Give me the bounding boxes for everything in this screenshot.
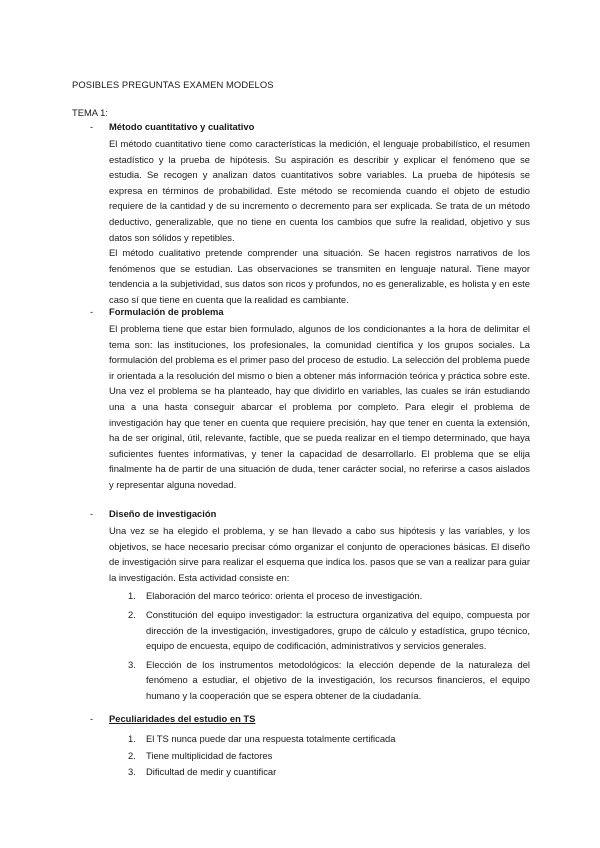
paragraph: El problema tiene que estar bien formulado, algunos de los condicionantes a la hora de delimitar el tema son: las instituciones, los profesionales, la comunidad científica y los grupos sociales. La formulación del problema es el primer paso del proceso de estudio. La selección del problema puede ir orientada a la resolución del mismo o bien a obtener más información teórica y práctica sobre este. Una vez el problema se ha planteado, hay que dividirlo en variables, las cuales se irán estudiando una a una hasta conseguir abarcar el problema por completo. Para elegir el problema de investigación hay que tener en cuenta que requiere precisión, hay que tener en cuenta la extensión, ha de ser original, útil, relevante, factible, que se pueda realizar en el tiempo determinado, que haya suficientes fuentes informativas, y tener la capacidad de desarrollarlo. El problema que se elija finalmente ha de partir de una situación de duda, tener carácter social, no referirse a casos aislados y representar alguna novedad. (109, 323, 530, 490)
list-item (90, 764, 530, 780)
list-number: 2. (128, 749, 136, 761)
list-item (90, 748, 530, 764)
section-formulacion (90, 306, 530, 493)
list-item (90, 657, 530, 704)
list-number: 3. (128, 766, 136, 778)
list-item-text: Constitución del equipo investigador: la estructura organizativa del equipo, compuesta por dirección de la investigación, investigadores, grupo de cálculo y estadística, grupo técnico, equipo de encuesta, equipo de codificación, administrativos y servicios generales. (146, 608, 530, 652)
bullet-dash: - (90, 306, 94, 317)
section-heading (90, 121, 530, 136)
list-item-text: Elaboración del marco teórico: orienta el proceso de investigación. (146, 590, 423, 602)
section-peculiaridades (90, 713, 530, 781)
bullet-dash: - (90, 508, 94, 519)
section-title: Peculiaridades del estudio en TS (109, 713, 256, 724)
ordered-list (90, 731, 530, 780)
section-metodo (90, 121, 530, 308)
section-diseno (90, 508, 530, 707)
paragraph: El método cuantitativo tiene como características la medición, el lenguaje probabilístico, el resumen estadístico y la prueba de hipótesis. Su aspiración es describir y explicar el fenómeno que se estudia. Se recogen y analizan datos cuantitativos sobre variables. La prueba de hipótesis se expresa en términos de probabilidad. Este método se recomienda cuando el objeto de estudio requiere de la cantidad y de su incremento o decremento para ser explicada. Se trata de un método deductivo, generalizable, que no tiene en cuenta los cambios que sufre la realidad, objetivo y sus datos son sólidos y repetibles. (109, 138, 530, 243)
list-number: 1. (128, 733, 136, 744)
section-heading (90, 508, 530, 523)
list-item-text: Tiene multiplicidad de factores (146, 749, 273, 761)
list-item-text: Elección de los instrumentos metodológicos: la elección depende de la naturaleza del fenómeno a estudiar, el objetivo de la investigación, los recursos financieros, el equipo humano y la cooperación que se espera obtener de la ciudadanía. (146, 658, 530, 701)
paragraph: El método cualitativo pretende comprender una situación. Se hacen registros narrativos de los fenómenos que se estudian. Las observaciones se transmiten en lenguaje natural. Tiene mayor tendencia a la subjetividad, sus datos son ricos y profundos, no es generalizable, es holista y en este caso sí que tiene en cuenta que la realidad es cambiante. (109, 247, 530, 305)
list-item (90, 607, 530, 654)
list-item-text: El TS nunca puede dar una respuesta totalmente certificada (146, 733, 396, 744)
paragraph: Una vez se ha elegido el problema, y se han llevado a cabo sus hipótesis y las variables, y los objetivos, se hace necesario precisar cómo organizar el conjunto de operaciones básicas. El diseño de investigación sirve para realizar el esquema que indica los. pasos que se van a realizar para guiar la investigación. Esta actividad consiste en: (109, 525, 530, 583)
list-number: 1. (128, 590, 136, 602)
section-title: Formulación de problema (109, 306, 224, 317)
bullet-dash: - (90, 121, 94, 132)
ordered-list (90, 588, 530, 703)
list-item (90, 731, 530, 747)
list-item-text: Dificultad de medir y cuantificar (146, 766, 277, 778)
section-title: Método cuantitativo y cualitativo (109, 121, 255, 132)
tema-heading: TEMA 1: (72, 107, 108, 118)
list-number: 3. (128, 658, 136, 670)
list-number: 2. (128, 608, 136, 620)
bullet-dash: - (90, 713, 94, 724)
document-title: POSIBLES PREGUNTAS EXAMEN MODELOS (72, 79, 274, 90)
section-title: Diseño de investigación (109, 508, 217, 519)
section-heading (90, 713, 530, 728)
list-item (90, 588, 530, 604)
section-heading (90, 306, 530, 321)
